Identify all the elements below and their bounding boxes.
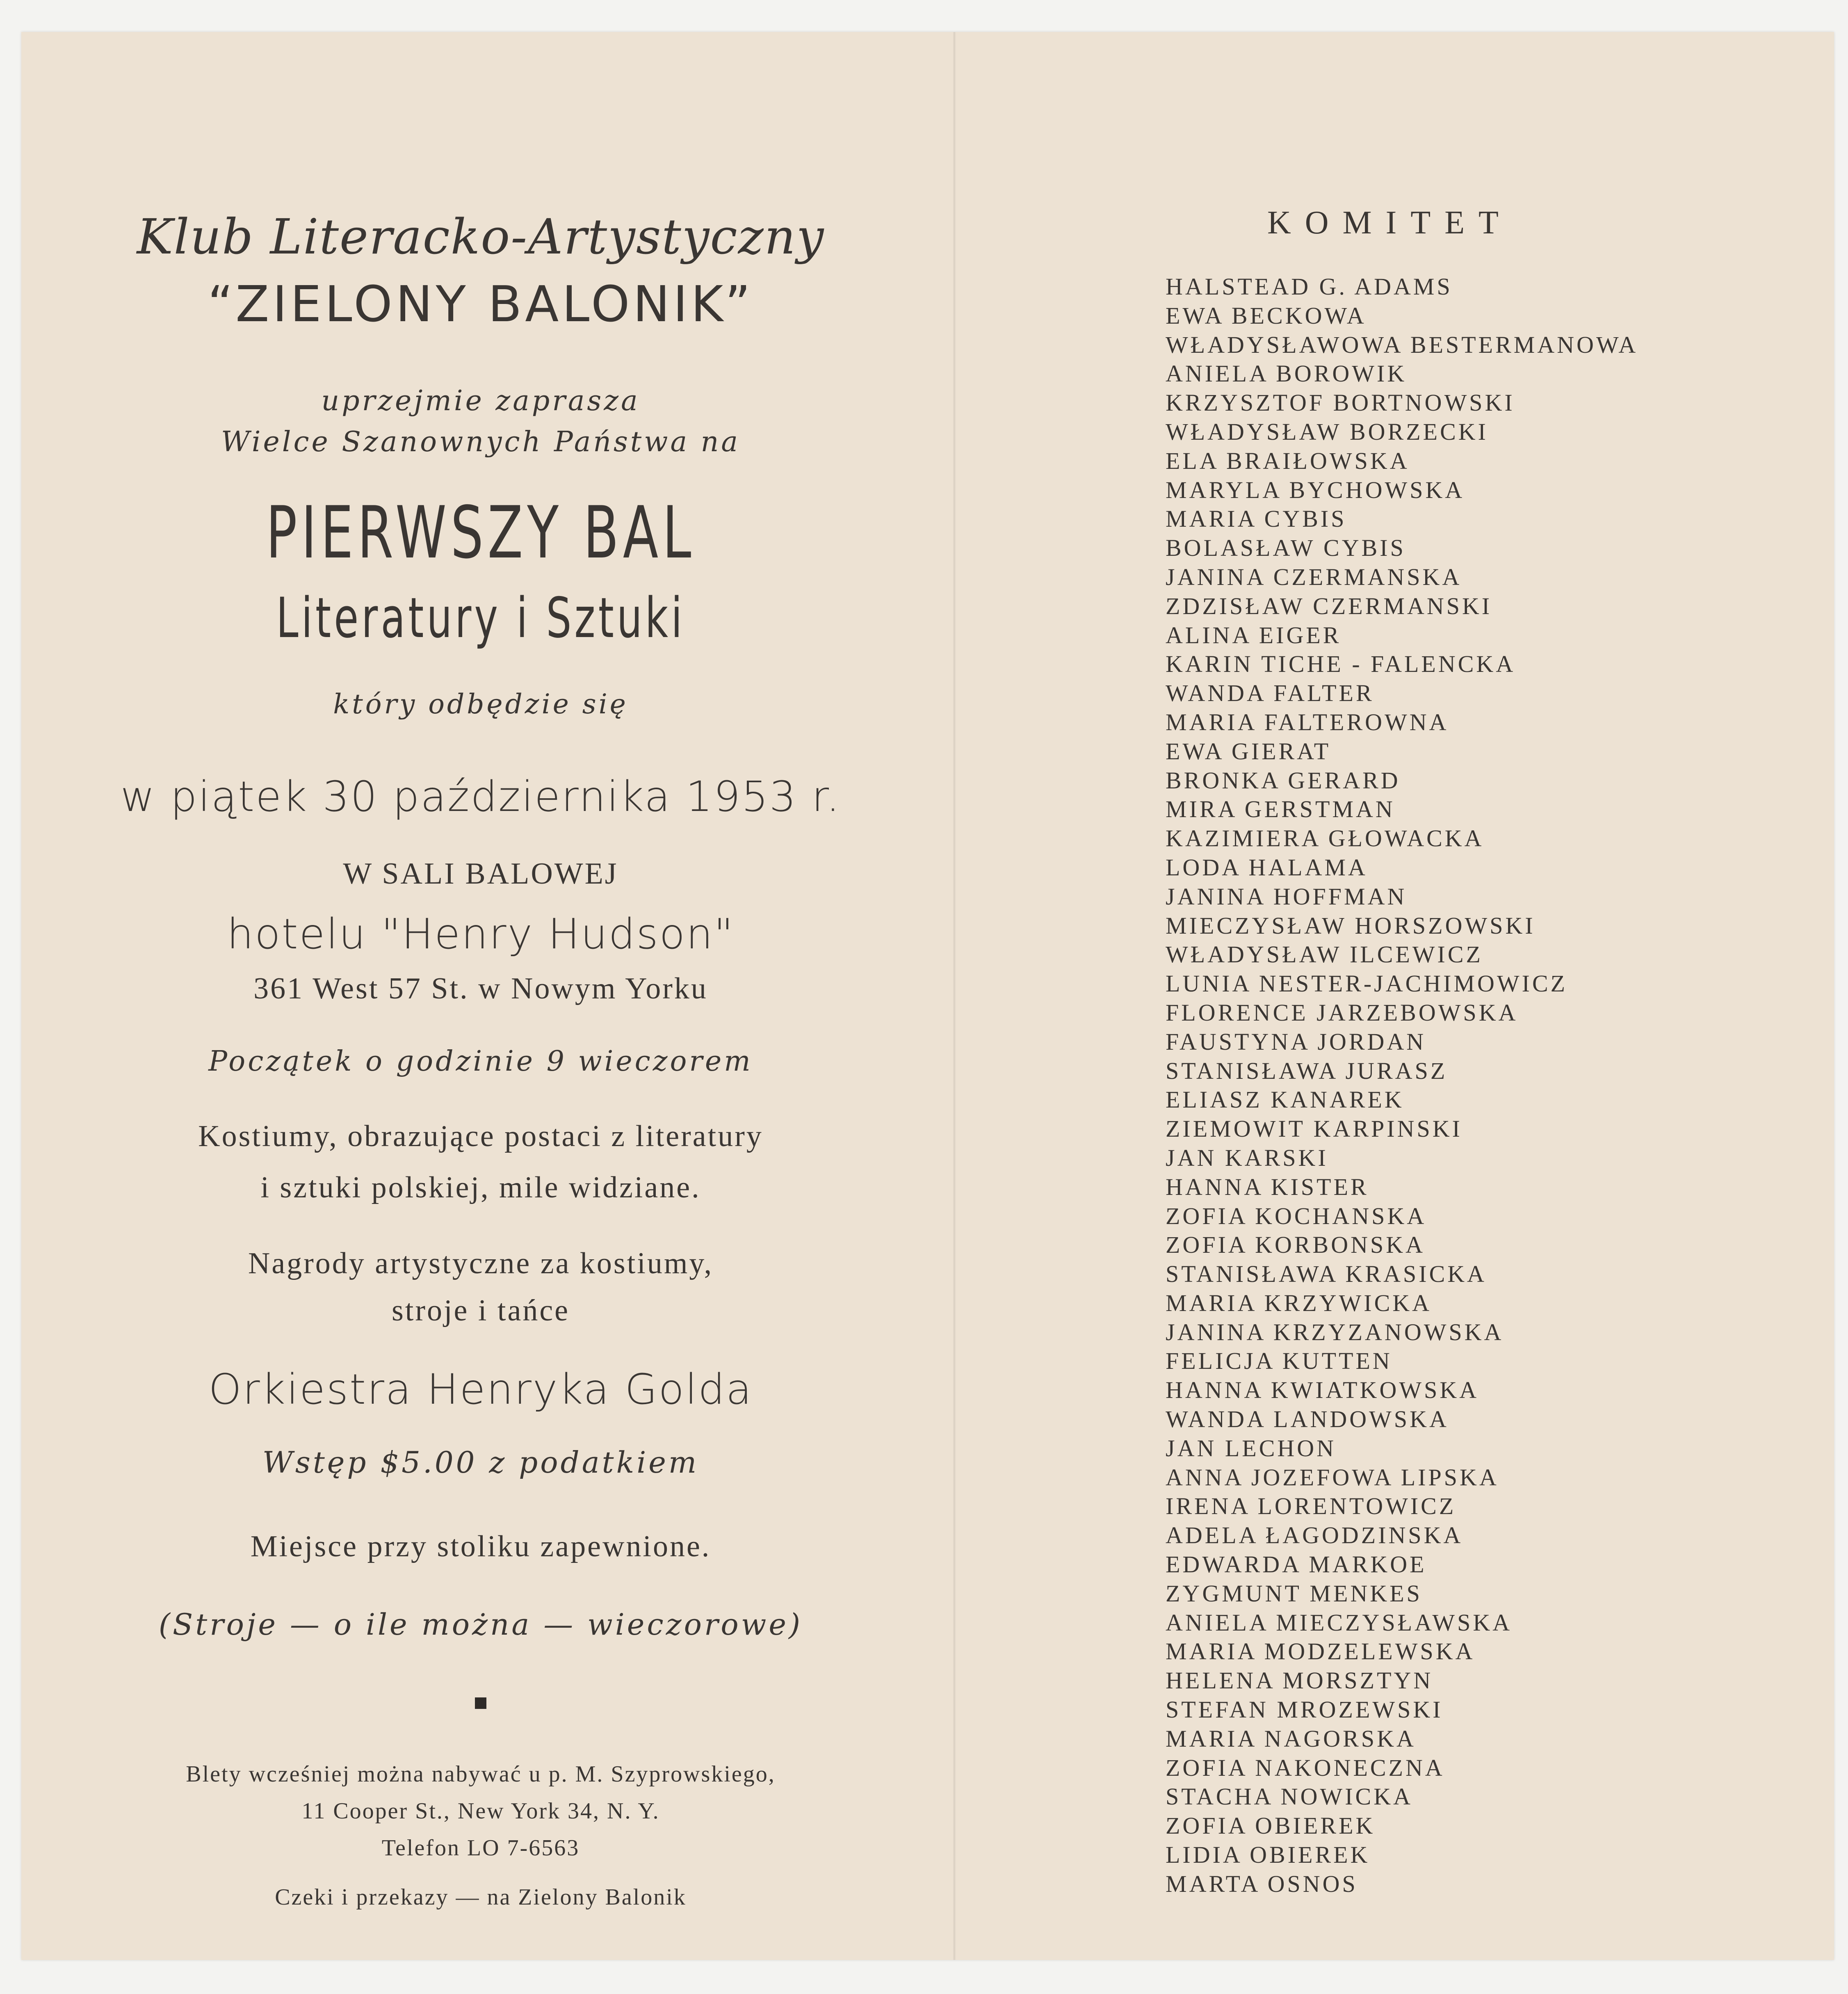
committee-member: FELICJA KUTTEN <box>1166 1348 1392 1375</box>
committee-member: WANDA LANDOWSKA <box>1166 1406 1449 1433</box>
committee-member: BOLASŁAW CYBIS <box>1166 534 1406 562</box>
committee-member: KRZYSZTOF BORTNOWSKI <box>1166 389 1515 416</box>
committee-member: ZYGMUNT MENKES <box>1166 1580 1422 1607</box>
which-line: który odbędzie się <box>333 688 628 720</box>
invites-line-1: uprzejmie zaprasza <box>321 385 640 417</box>
committee-member: JAN LECHON <box>1166 1434 1337 1462</box>
committee-list <box>1166 272 1638 1899</box>
committee-member: MIRA GERSTMAN <box>1166 796 1395 823</box>
committee-member: MARIA FALTEROWNA <box>1166 708 1449 735</box>
committee-member: MARYLA BYCHOWSKA <box>1166 476 1465 503</box>
prizes-line-1: Nagrody artystyczne za kostiumy, <box>248 1247 714 1280</box>
venue-address: 361 West 57 St. w Nowym Yorku <box>253 972 708 1005</box>
committee-member: STANISŁAWA KRASICKA <box>1166 1261 1487 1288</box>
committee-member: ZOFIA KORBONSKA <box>1166 1231 1426 1259</box>
club-line: Klub Literacko-Artystyczny <box>137 208 825 265</box>
committee-member: ZOFIA KOCHANSKA <box>1166 1202 1427 1229</box>
committee-member: EWA BECKOWA <box>1166 302 1367 329</box>
costumes-line-1: Kostiumy, obrazujące postaci z literatury <box>198 1119 763 1153</box>
committee-member: ELA BRAIŁOWSKA <box>1166 447 1410 474</box>
committee-member: WŁADYSŁAW ILCEWICZ <box>1166 941 1483 968</box>
committee-member: MARIA NAGORSKA <box>1166 1725 1416 1752</box>
committee-member: KAZIMIERA GŁOWACKA <box>1166 825 1484 852</box>
committee-member: HANNA KISTER <box>1166 1173 1369 1200</box>
tickets-line-1: Blety wcześniej można nabywać u p. M. Szyprowskiego, <box>186 1761 776 1787</box>
committee-member: JANINA KRZYZANOWSKA <box>1166 1318 1504 1345</box>
committee-member: ALINA EIGER <box>1166 621 1342 649</box>
committee-member: LUNIA NESTER-JACHIMOWICZ <box>1166 970 1568 997</box>
event-title: PIERWSZY BAL <box>266 491 696 575</box>
tickets-line-3: Telefon LO 7-6563 <box>381 1835 580 1861</box>
committee-member: HANNA KWIATKOWSKA <box>1166 1377 1479 1404</box>
committee-member: MARIA MODZELEWSKA <box>1166 1638 1475 1665</box>
committee-member: HALSTEAD G. ADAMS <box>1166 273 1453 300</box>
committee-member: HELENA MORSZTYN <box>1166 1667 1433 1694</box>
committee-member: MARTA OSNOS <box>1166 1870 1358 1897</box>
committee-member: STACHA NOWICKA <box>1166 1783 1413 1810</box>
committee-member: MIECZYSŁAW HORSZOWSKI <box>1166 912 1535 939</box>
committee-member: LODA HALAMA <box>1166 854 1368 881</box>
committee-member: JANINA CZERMANSKA <box>1166 563 1462 590</box>
committee-member: ZIEMOWIT KARPINSKI <box>1166 1115 1462 1142</box>
venue-hall: W SALI BALOWEJ <box>343 857 618 891</box>
admission: Wstęp $5.00 z podatkiem <box>262 1445 699 1480</box>
committee-member: ANIELA BOROWIK <box>1166 360 1407 387</box>
committee-member: ELIASZ KANAREK <box>1166 1086 1404 1113</box>
invites-line-2: Wielce Szanownych Państwa na <box>221 426 740 458</box>
committee-member: ZOFIA NAKONECZNA <box>1166 1754 1445 1781</box>
seating: Miejsce przy stoliku zapewnione. <box>250 1530 711 1563</box>
event-date: w piątek 30 października 1953 r. <box>120 772 841 821</box>
fold-line <box>953 32 956 1960</box>
committee-member: MARIA KRZYWICKA <box>1166 1289 1432 1316</box>
orchestra: Orkiestra Henryka Golda <box>208 1365 753 1414</box>
dress-code: (Stroje — o ile można — wieczorowe) <box>158 1607 803 1642</box>
club-name: “ZIELONY BALONIK” <box>208 276 754 333</box>
event-subtitle: Literatury i Sztuki <box>276 586 685 650</box>
committee-member: STANISŁAWA JURASZ <box>1166 1057 1448 1084</box>
committee-member: BRONKA GERARD <box>1166 767 1401 794</box>
costumes-line-2: i sztuki polskiej, mile widziane. <box>260 1171 701 1204</box>
committee-member: MARIA CYBIS <box>1166 505 1347 532</box>
committee-member: FLORENCE JARZEBOWSKA <box>1166 999 1518 1026</box>
committee-member: FAUSTYNA JORDAN <box>1166 1028 1426 1055</box>
committee-member: LIDIA OBIEREK <box>1166 1841 1370 1868</box>
divider-bullet <box>54 1697 907 1711</box>
invitation-sheet <box>21 32 1834 1960</box>
committee-member: ANNA JOZEFOWA LIPSKA <box>1166 1464 1499 1491</box>
committee-member: WŁADYSŁAW BORZECKI <box>1166 418 1488 445</box>
tickets-line-2: 11 Cooper St., New York 34, N. Y. <box>301 1798 660 1824</box>
committee-member: ZDZISŁAW CZERMANSKI <box>1166 592 1492 619</box>
prizes-line-2: stroje i tańce <box>391 1294 570 1327</box>
committee-member: WŁADYSŁAWOWA BESTERMANOWA <box>1166 331 1638 358</box>
committee-title: KOMITET <box>1267 205 1513 241</box>
committee-member: ADELA ŁAGODZINSKA <box>1166 1522 1463 1549</box>
committee-member: ZOFIA OBIEREK <box>1166 1812 1376 1839</box>
committee-member: JANINA HOFFMAN <box>1166 883 1407 910</box>
start-time: Początek o godzinie 9 wieczorem <box>208 1045 753 1078</box>
committee-member: EWA GIERAT <box>1166 738 1331 765</box>
committee-member: STEFAN MROZEWSKI <box>1166 1696 1443 1723</box>
committee-member: KARIN TICHE - FALENCKA <box>1166 651 1516 678</box>
committee-member: JAN KARSKI <box>1166 1144 1328 1171</box>
committee-member: EDWARDA MARKOE <box>1166 1551 1427 1578</box>
committee-member: IRENA LORENTOWICZ <box>1166 1493 1456 1520</box>
checks-line: Czeki i przekazy — na Zielony Balonik <box>275 1884 687 1910</box>
venue-hotel: hotelu "Henry Hudson" <box>227 910 735 959</box>
square-bullet-icon <box>475 1697 486 1709</box>
committee-member: WANDA FALTER <box>1166 680 1374 707</box>
committee-member: ANIELA MIECZYSŁAWSKA <box>1166 1609 1513 1636</box>
